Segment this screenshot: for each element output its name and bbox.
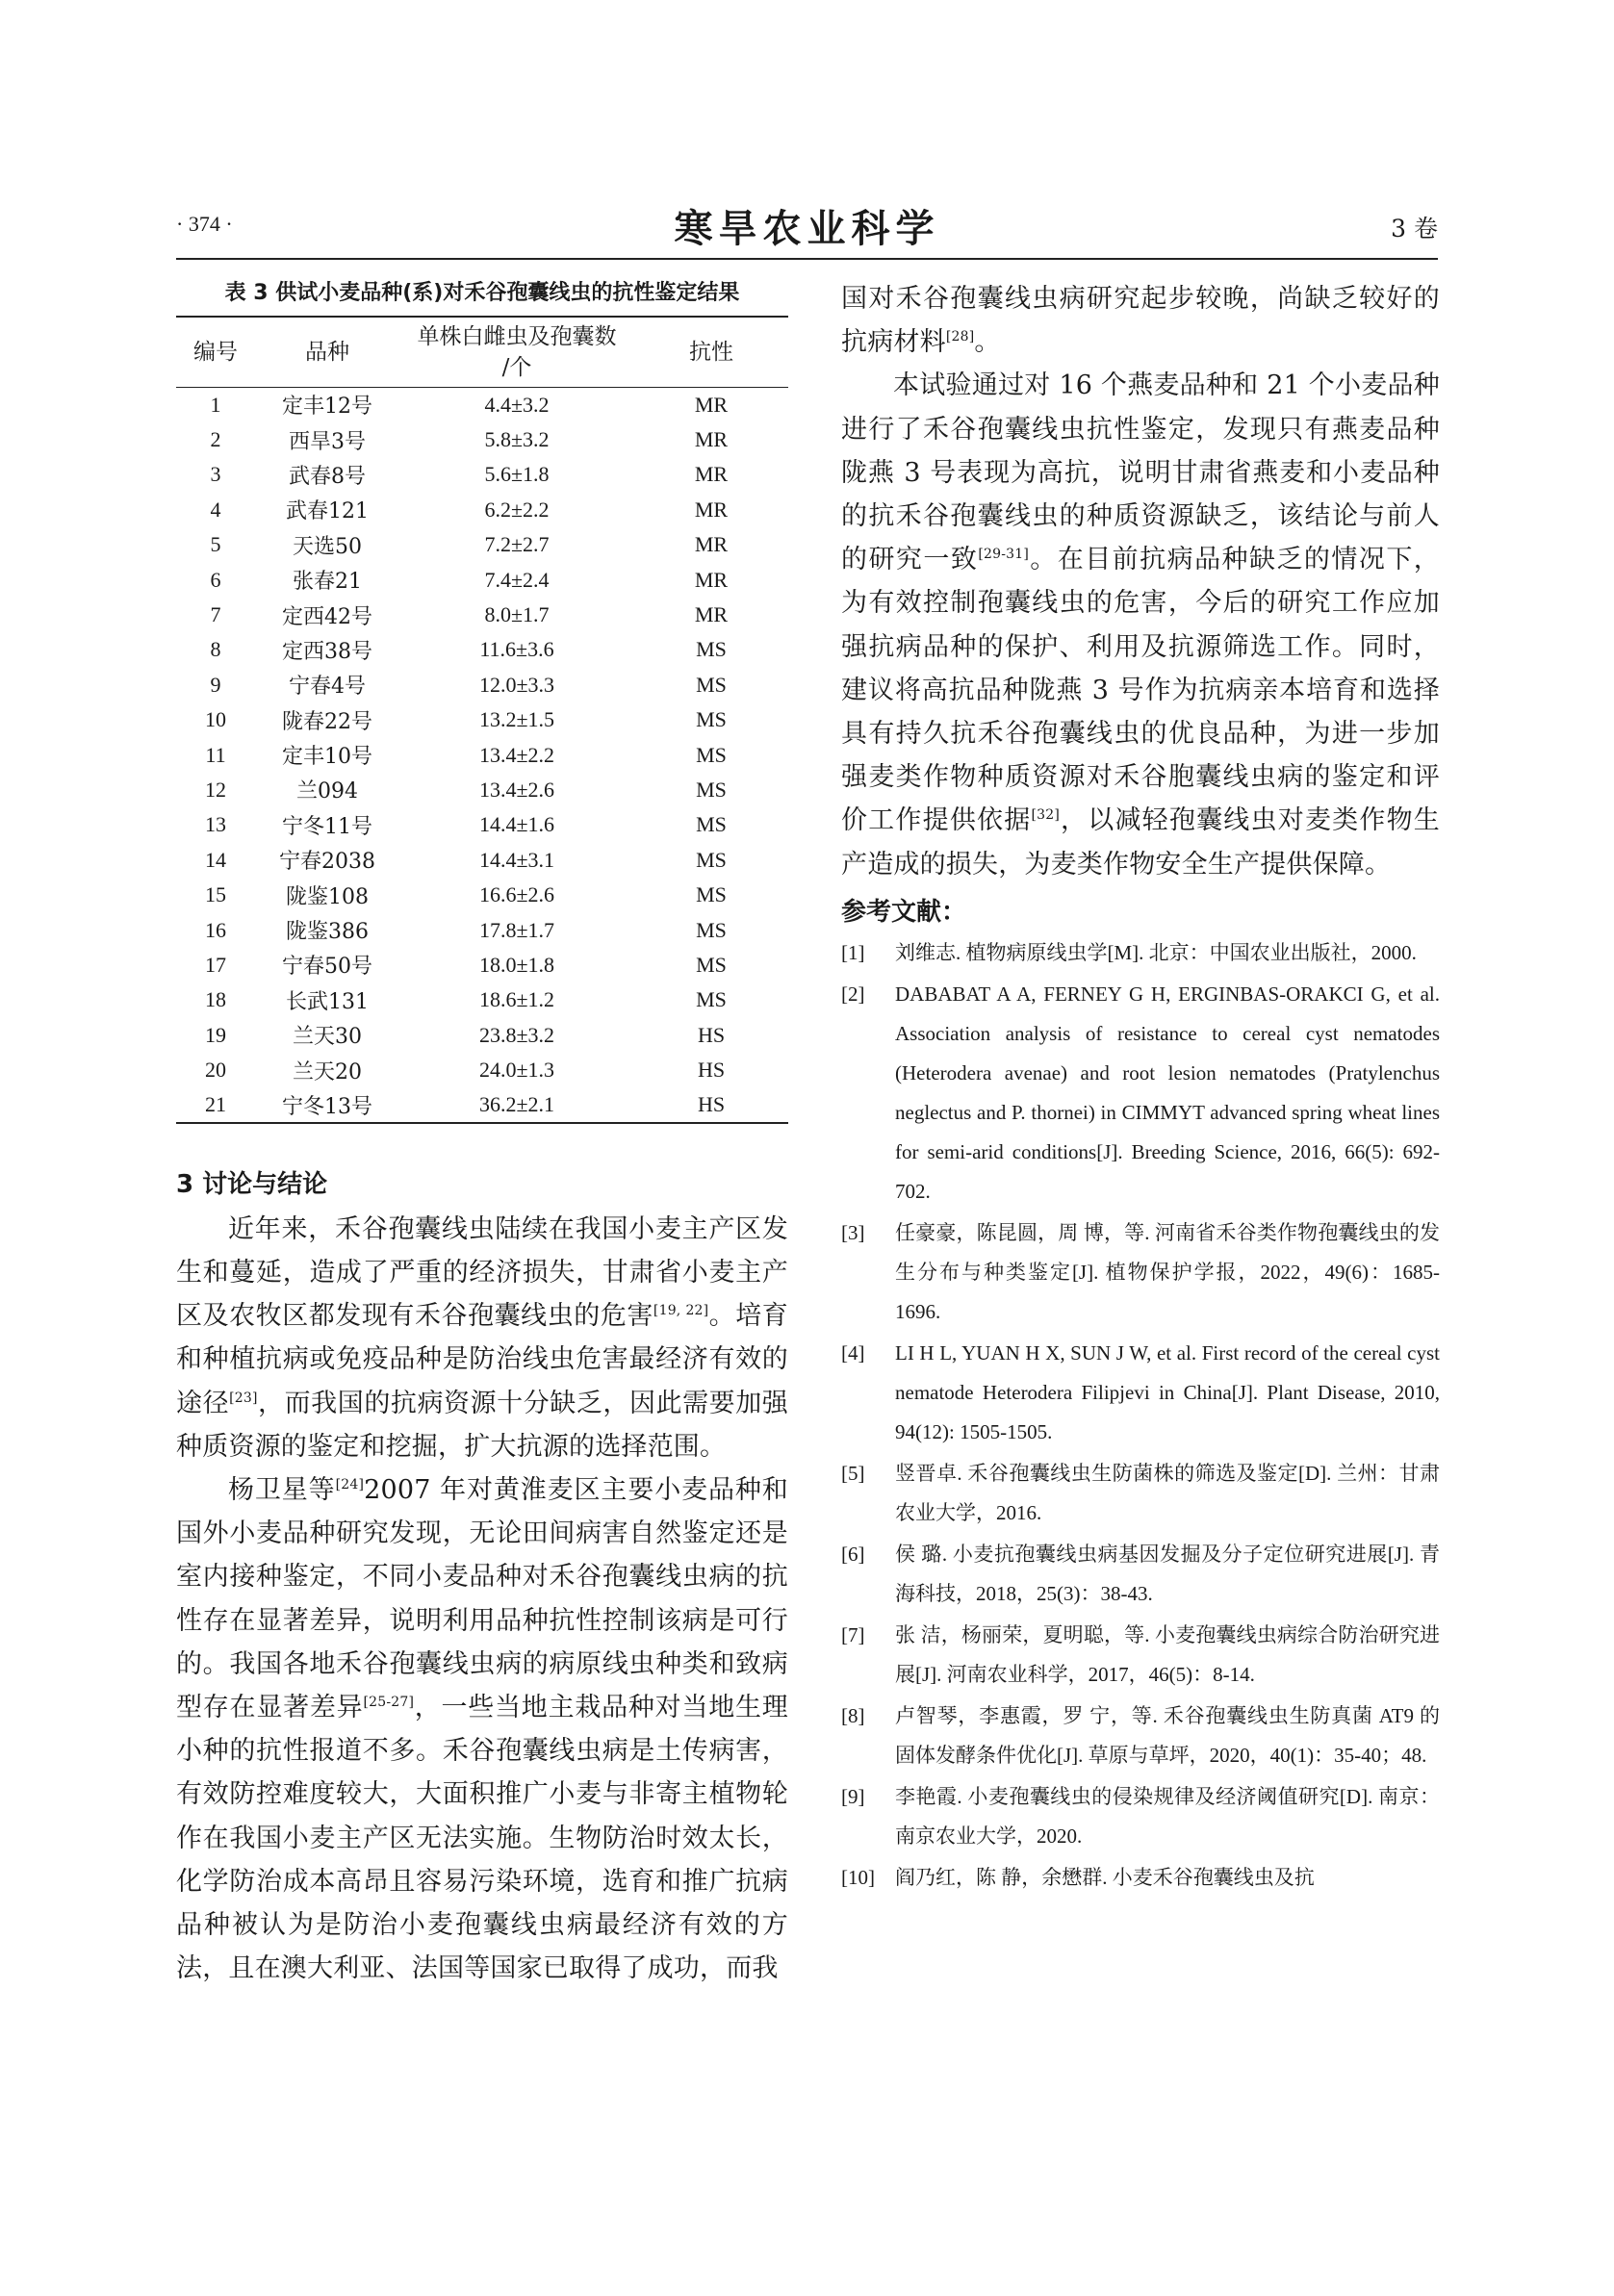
cell-count: 18.6±1.2 [478,987,555,1012]
journal-title: 寒旱农业科学 [674,206,940,251]
text-run: 。在目前抗病品种缺乏的情况下，为有效控制孢囊线虫的危害，今后的研究工作应加强抗病品种的保护、利用及抗源筛选工作。同时，建议将高抗品种陇燕 3 号作为抗病亲本培育和选择具有持久抗禾谷孢囊线虫的优良品种，为进一步加强麦类作物种质资源对禾谷胞囊线虫病的鉴定和评价工作提供依据 [841,545,1440,836]
cell-id: 12 [205,777,226,802]
cell-resistance: MS [696,917,727,942]
reference-text: 任豪豪，陈昆圆，周 博，等. 河南省禾谷类作物孢囊线虫的发生分布与种类鉴定[J]. 植物保护学报，2022，49(6)：1685-1696. [895,1220,1440,1323]
reference-text: LI H L, YUAN H X, SUN J W, et al. First record of the cereal cyst nematode Heterodera Filipjevi in China[J]. Plant Disease, 2010, 94(12): 1505-1505. [895,1340,1440,1443]
col-header-count-line1: 单株白雌虫及孢囊数 [417,324,617,349]
citation: [24] [335,1476,365,1492]
cell-resistance: MS [696,847,727,872]
cell-count: 13.4±2.2 [478,742,555,767]
cell-variety: 定西38号 [282,639,372,664]
cell-resistance: HS [697,1058,726,1083]
table-row [176,982,788,1017]
cell-id: 4 [210,497,221,522]
cell-id: 18 [205,987,226,1012]
table-row [176,527,788,562]
cell-resistance: MR [694,602,729,627]
text-run: 杨卫星等 [228,1474,336,1505]
cell-resistance: MS [696,637,727,662]
cell-id: 15 [205,882,226,907]
cell-count: 12.0±3.3 [478,672,555,697]
reference-item [841,975,1440,1212]
cell-resistance: MR [694,567,729,592]
cell-resistance: HS [697,1092,726,1116]
cell-resistance: MS [696,672,727,697]
cell-count: 11.6±3.6 [479,637,554,662]
cell-resistance: MS [696,742,727,767]
discussion-paragraph-2-continued [841,277,1440,364]
cell-resistance: MS [696,987,727,1012]
reference-item [841,1616,1440,1695]
discussion-paragraph-2 [176,1468,788,1990]
reference-number: [6] [841,1542,865,1566]
cell-variety: 武春121 [286,499,369,524]
cell-id: 2 [210,427,221,452]
cell-count: 13.4±2.6 [478,777,555,802]
reference-number: [3] [841,1220,865,1244]
cell-count: 8.0±1.7 [484,602,550,627]
cell-id: 10 [205,707,226,732]
table-row [176,702,788,737]
table-row [176,878,788,912]
table-row [176,1018,788,1053]
text-run: 。 [974,327,1001,358]
reference-text: 竖晋卓. 禾谷孢囊线虫生防菌株的筛选及鉴定[D]. 兰州：甘肃农业大学，2016. [895,1461,1440,1524]
cell-resistance: MR [694,392,729,417]
cell-variety: 定丰12号 [282,395,372,420]
reference-text: DABABAT A A, FERNEY G H, ERGINBAS-ORAKCI G, et al. Association analysis of resistance to cereal cyst nematodes (Heterodera avenae) and root lesion nematodes (Pratylenchus neglectus and P. thornei) in CIMMYT advanced spring wheat lines for semi-arid conditions[J]. Breeding Science, 2016, 66(5): 692-702. [895,982,1440,1203]
cell-id: 14 [205,847,226,872]
text-run: 近年来，禾谷孢囊线虫陆续在我国小麦主产区发生和蔓延，造成了严重的经济损失，甘肃省小麦主产区及农牧区都发现有禾谷孢囊线虫的危害 [176,1213,788,1332]
text-run: 。培育和种植抗病或免疫品种是防治线虫危害最经济有效的途径 [176,1301,788,1418]
citation: [25-27] [363,1694,415,1710]
cell-variety: 陇鉴386 [286,920,369,945]
table-header-row [176,317,788,388]
reference-item [841,1858,1440,1898]
col-header-count [399,317,634,388]
reference-text: 李艳霞. 小麦孢囊线虫的侵染规律及经济阈值研究[D]. 南京：南京农业大学，2020. [895,1784,1440,1848]
reference-item [841,933,1440,973]
cell-id: 9 [210,672,221,697]
citation: [28] [945,329,975,345]
text-run: 2007 年对黄淮麦区主要小麦品种和国外小麦品种研究发现，无论田间病害自然鉴定还是室内接种鉴定，不同小麦品种对禾谷孢囊线虫病的抗性存在显著差异，说明利用品种抗性控制该病是可行的。我国各地禾谷孢囊线虫病的病原线虫种类和致病型存在显著差异 [176,1474,788,1722]
table-row [176,632,788,667]
cell-count: 5.6±1.8 [484,462,550,487]
cell-resistance: MR [694,462,729,487]
cell-id: 20 [205,1058,226,1083]
cell-count: 23.8±3.2 [478,1022,555,1047]
reference-number: [2] [841,982,865,1006]
table-row [176,807,788,842]
cell-variety: 武春8号 [289,464,366,489]
table-row [176,493,788,527]
cell-count: 13.2±1.5 [478,707,555,732]
cell-variety: 兰天30 [293,1025,362,1050]
col-header-variety: 品种 [305,340,349,365]
reference-number: [7] [841,1622,865,1646]
reference-item [841,1777,1440,1856]
cell-count: 5.8±3.2 [484,427,550,452]
cell-count: 7.4±2.4 [484,567,550,592]
cell-id: 19 [205,1022,226,1047]
resistance-table [176,316,788,1124]
cell-variety: 宁冬13号 [282,1094,372,1119]
cell-count: 6.2±2.2 [484,497,550,522]
reference-text: 侯 璐. 小麦抗孢囊线虫病基因发掘及分子定位研究进展[J]. 青海科技，2018，25(3)：38-43. [895,1542,1440,1605]
reference-number: [1] [841,940,865,964]
reference-item [841,1334,1440,1452]
cell-id: 6 [210,567,221,592]
cell-count: 17.8±1.7 [478,917,555,942]
page-number: · 374 · [176,212,233,236]
citation: [32] [1031,807,1061,824]
table-body [176,388,788,1123]
cell-variety: 长武131 [286,989,369,1014]
text-run: ，一些当地主栽品种对当地生理小种的抗性报道不多。禾谷孢囊线虫病是土传病害，有效防控难度较大，大面积推广小麦与非寄主植物轮作在我国小麦主产区无法实施。生物防治时效太长，化学防治成本高昂且容易污染环境，选育和推广抗病品种被认为是防治小麦孢囊线虫病最经济有效的方法，且在澳大利亚、法国等国家已取得了成功，而我 [176,1692,788,1984]
citation: [29-31] [978,547,1030,563]
cell-variety: 陇鉴108 [286,884,369,909]
cell-id: 3 [210,462,221,487]
references-list [841,933,1440,1898]
cell-id: 7 [210,602,221,627]
cell-id: 13 [205,812,226,837]
cell-id: 5 [210,532,221,557]
cell-variety: 宁冬11号 [282,814,372,839]
reference-number: [10] [841,1865,875,1889]
col-header-id: 编号 [193,340,238,365]
reference-number: [8] [841,1703,865,1727]
table-row [176,843,788,878]
table-row [176,598,788,632]
table-caption: 表 3 供试小麦品种(系)对禾谷孢囊线虫的抗性鉴定结果 [224,281,740,305]
reference-number: [4] [841,1340,865,1365]
cell-variety: 西旱3号 [289,429,366,454]
reference-number: [5] [841,1461,865,1485]
reference-item [841,1213,1440,1332]
cell-count: 36.2±2.1 [478,1092,555,1116]
discussion-paragraph-1 [176,1208,788,1468]
cell-count: 16.6±2.6 [478,882,555,907]
cell-variety: 陇春22号 [282,709,372,734]
cell-resistance: MR [694,532,729,557]
table-row [176,457,788,492]
reference-item [841,1696,1440,1775]
table-row [176,388,788,422]
cell-id: 1 [210,392,221,417]
cell-variety: 宁春2038 [279,850,375,875]
table-row [176,562,788,597]
cell-count: 24.0±1.3 [478,1058,555,1083]
cell-resistance: MR [694,427,729,452]
cell-count: 14.4±3.1 [478,847,555,872]
discussion-paragraph-3 [841,364,1440,885]
cell-id: 16 [205,917,226,942]
table-row [176,422,788,457]
cell-variety: 兰094 [296,779,358,804]
cell-resistance: MS [696,777,727,802]
cell-variety: 宁春50号 [282,955,372,980]
reference-item [841,1454,1440,1533]
text-run: ，以减轻孢囊线虫对麦类作物生产造成的损失，为麦类作物安全生产提供保障。 [841,805,1440,880]
cell-id: 11 [205,742,226,767]
table-row [176,668,788,702]
references-heading: 参考文献： [841,897,967,927]
table-row [176,1053,788,1087]
cell-resistance: MR [694,497,729,522]
cell-id: 21 [205,1092,226,1116]
reference-text: 阎乃红，陈 静，余懋群. 小麦禾谷孢囊线虫及抗 [895,1865,1315,1889]
text-run: 国对禾谷孢囊线虫病研究起步较晚，尚缺乏较好的抗病材料 [841,284,1440,358]
cell-variety: 兰天20 [293,1059,362,1084]
cell-variety: 宁春4号 [289,675,366,700]
cell-resistance: MS [696,882,727,907]
cell-resistance: MS [696,952,727,977]
cell-count: 7.2±2.7 [484,532,550,557]
table-row [176,773,788,807]
table-row [176,912,788,947]
left-column [176,277,788,1990]
table-row [176,1087,788,1122]
cell-id: 8 [210,637,221,662]
reference-text: 卢智琴，李惠霞，罗 宁，等. 禾谷孢囊线虫生防真菌 AT9 的固体发酵条件优化[J]. 草原与草坪，2020，40(1)：35-40；48. [895,1703,1440,1767]
cell-count: 18.0±1.8 [478,952,555,977]
section-heading: 3 讨论与结论 [176,1169,328,1199]
cell-variety: 天选50 [293,534,362,559]
reference-text: 刘维志. 植物病原线虫学[M]. 北京：中国农业出版社，2000. [895,940,1417,964]
text-run: 本试验通过对 16 个燕麦品种和 21 个小麦品种进行了禾谷孢囊线虫抗性鉴定，发现只有燕麦品种陇燕 3 号表现为高抗，说明甘肃省燕麦和小麦品种的抗禾谷孢囊线虫的种质资源缺乏，该结论与前人的研究一致 [841,370,1440,575]
citation: [23] [229,1390,258,1406]
cell-id: 17 [205,952,226,977]
reference-text: 张 洁，杨丽荣，夏明聪，等. 小麦孢囊线虫病综合防治研究进展[J]. 河南农业科学，2017，46(5)：8-14. [895,1622,1440,1686]
page-header [176,198,1438,251]
cell-resistance: MS [696,812,727,837]
volume-label: 3 卷 [1391,215,1438,242]
col-header-count-line2: /个 [501,355,532,380]
cell-variety: 定丰10号 [282,745,372,770]
reference-item [841,1535,1440,1614]
table-row [176,948,788,982]
cell-resistance: MS [696,707,727,732]
cell-count: 14.4±1.6 [478,812,555,837]
right-column [841,277,1440,1900]
cell-variety: 张春21 [293,570,362,595]
cell-count: 4.4±3.2 [484,392,550,417]
cell-variety: 定西42号 [282,604,372,629]
table-row [176,737,788,772]
header-rule [176,258,1438,260]
citation: [19, 22] [653,1303,709,1319]
col-header-resistance: 抗性 [689,340,733,365]
reference-number: [9] [841,1784,865,1808]
text-run: ，而我国的抗病资源十分缺乏，因此需要加强种质资源的鉴定和挖掘，扩大抗源的选择范围。 [176,1388,789,1462]
cell-resistance: HS [697,1022,726,1047]
